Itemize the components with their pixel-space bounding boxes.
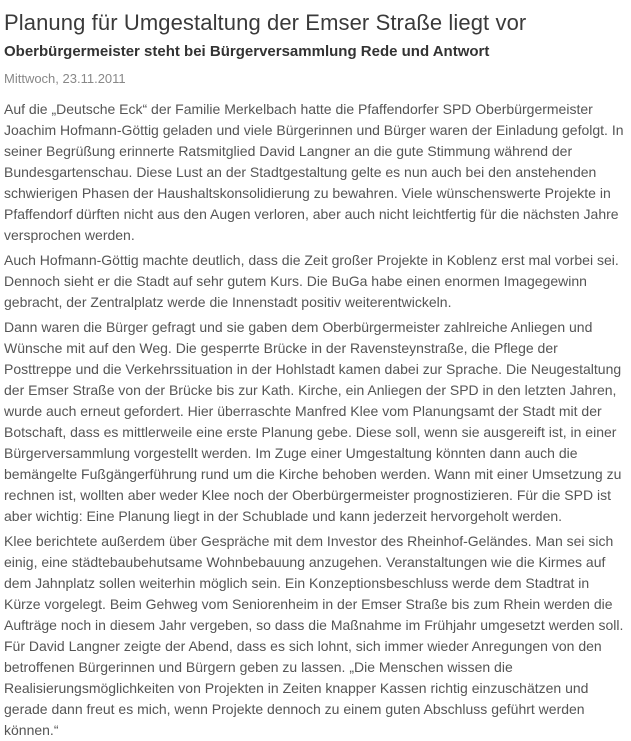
paragraph-intro: Auf die „Deutsche Eck“ der Familie Merkelbach hatte die Pfaffendorfer SPD Oberbürgermeister Joachim Hofmann-Göttig geladen und viele Bürgerinnen und Bürger waren der Einladung gefolgt. In seiner Begrüßung erinnerte Ratsmitglied David Langner an die gute Stimmung während der Bundesgartenschau. Diese Lust an der Stadtgestaltung gelte es nun auch bei den anstehenden schwierigen Phasen der Haushaltskonsolidierung zu bewahren. Viele wünschenswerte Projekte in Pfaffendorf dürften nicht aus den Augen verloren, aber auch nicht leichtfertig für die nächsten Jahre versprochen werden.	[4, 101, 624, 243]
paragraph-citizen-concerns: Dann waren die Bürger gefragt und sie gaben dem Oberbürgermeister zahlreiche Anliegen und Wünsche mit auf den Weg. Die gesperrte Brücke in der Ravensteynstraße, die Pflege der Posttreppe und die Verkehrssituation in der Hohlstadt kamen dabei zur Sprache. Die Neugestaltung der Emser Straße von der Brücke bis zur Kath. Kirche, ein Anliegen der SPD in den letzten Jahren, wurde auch erneut gefordert. Hier überraschte Manfred Klee vom Planungsamt der Stadt mit der Botschaft, dass es mittlerweile eine erste Planung gebe. Diese soll, wenn sie ausgereift ist, in einer Bürgerversammlung vorgestellt werden. Im Zuge einer Umgestaltung könnten dann auch die bemängelte Fußgängerführung rund um die Kirche behoben werden. Wann mit einer Umsetzung zu rechnen ist, wollten aber weder Klee noch der Oberbürgermeister prognostizieren. Für die SPD ist aber wichtig: Eine Planung liegt in der Schublade und kann jederzeit hervorgeholt werden.	[4, 319, 622, 524]
article-title: Planung für Umgestaltung der Emser Straße liegt vor	[4, 10, 527, 35]
article-body	[4, 99, 624, 741]
article-date: Mittwoch, 23.11.2011	[4, 71, 126, 86]
paragraph-rheinhof: Klee berichtete außerdem über Gespräche mit dem Investor des Rheinhof-Geländes. Man sei sich einig, eine städtebaubehutsame Wohnbebauung anzugehen. Veranstaltungen wie die Kirmes auf dem Jahnplatz sollen weiterhin möglich sein. Ein Konzeptionsbeschluss werde dem Stadtrat in Kürze vorgelegt. Beim Gehweg vom Seniorenheim in der Emser Straße bis zum Rhein werden die Aufträge noch in diesem Jahr vergeben, so dass die Maßnahme im Frühjahr umgesetzt werden soll.	[4, 533, 624, 633]
paragraph-mayor-statement: Auch Hofmann-Göttig machte deutlich, dass die Zeit großer Projekte in Koblenz erst mal vorbei sei. Dennoch sieht er die Stadt auf sehr gutem Kurs. Die BuGa habe einen enormen Imagegewinn gebracht, der Zentralplatz werde die Innenstadt positiv weiterentwickeln.	[4, 252, 619, 310]
article-subtitle: Oberbürgermeister steht bei Bürgerversammlung Rede und Antwort	[4, 43, 490, 60]
paragraph-langner-closing: Für David Langner zeigte der Abend, dass es sich lohnt, sich immer wieder Anregungen von den betroffenen Bürgerinnen und Bürgern geben zu lassen. „Die Menschen wissen die Realisierungsmöglichkeiten von Projekten in Zeiten knapper Kassen richtig einzuschätzen und gerade dann freut es mich, wenn Projekte dennoch zu einem guten Abschluss geführt werden können.“	[4, 638, 602, 738]
